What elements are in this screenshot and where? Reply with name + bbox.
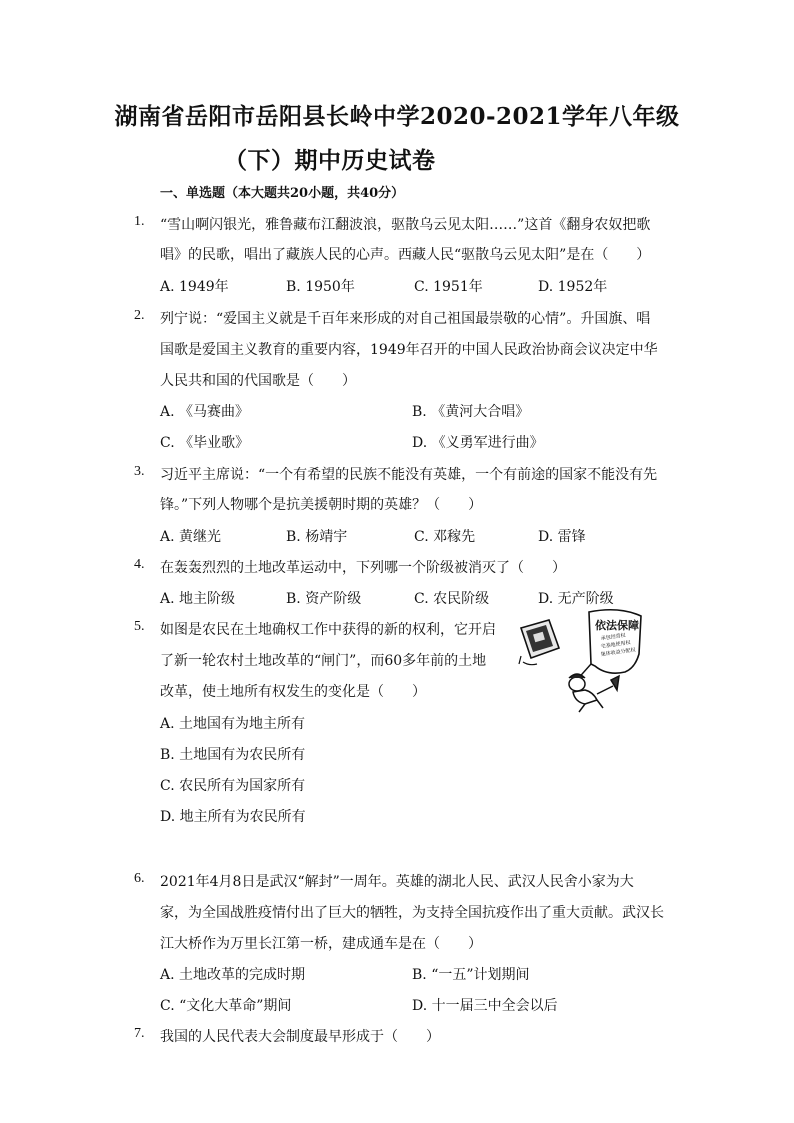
question-text: 在轰轰烈烈的土地改革运动中，下列哪一个阶级被消灭了（ ） bbox=[160, 560, 566, 576]
question-text: 唱》的民歌，唱出了藏族人民的心声。西藏人民“驱散乌云见太阳”是在（ ） bbox=[160, 247, 651, 263]
section-heading: 一、单选题（本大题共20小题，共40分） bbox=[160, 186, 405, 201]
sign-line-3: 集体收益分配权 bbox=[600, 647, 636, 658]
option-a: A. 土地改革的完成时期 bbox=[160, 967, 306, 983]
question-number: 3. bbox=[134, 464, 145, 479]
speech-sign bbox=[575, 610, 641, 682]
option-a: A. 《马赛曲》 bbox=[160, 404, 250, 420]
option-d: D. 1952年 bbox=[538, 279, 608, 295]
option-c: C. 邓稼先 bbox=[414, 529, 476, 545]
question-text: 国歌是爱国主义教育的重要内容，1949年召开的中国人民政治协商会议决定中华 bbox=[160, 342, 658, 358]
question-number: 4. bbox=[134, 557, 145, 572]
option-c: C. 农民所有为国家所有 bbox=[160, 778, 306, 794]
question-number: 1. bbox=[134, 214, 145, 229]
option-c: C. 1951年 bbox=[414, 279, 483, 295]
question-text: 2021年4月8日是武汉“解封”一周年。英雄的湖北人民、武汉人民舍小家为大 bbox=[160, 874, 634, 890]
question-number: 6. bbox=[134, 871, 145, 886]
option-d: D. 十一届三中全会以后 bbox=[412, 998, 558, 1014]
option-d: D. 无产阶级 bbox=[538, 591, 614, 607]
question-number: 2. bbox=[134, 308, 145, 323]
option-d: D. 地主所有为农民所有 bbox=[160, 809, 306, 825]
option-a: A. 黄继光 bbox=[160, 529, 222, 545]
question-text: “雪山啊闪银光，雅鲁藏布江翻波浪，驱散乌云见太阳……”这首《翻身农奴把歌 bbox=[160, 217, 651, 233]
option-b: B. 《黄河大合唱》 bbox=[412, 404, 530, 420]
question-text: 人民共和国的代国歌是（ ） bbox=[160, 373, 356, 389]
farmer-figure-icon bbox=[569, 674, 619, 712]
option-a: A. 1949年 bbox=[160, 279, 229, 295]
option-d: D. 《义勇军进行曲》 bbox=[412, 435, 544, 451]
certificate-book-icon bbox=[519, 620, 559, 665]
exam-title-line2: （下）期中历史试卷 bbox=[224, 147, 436, 174]
exam-title-line1: 湖南省岳阳市岳阳县长岭中学2020-2021学年八年级 bbox=[114, 103, 680, 130]
question-number: 5. bbox=[134, 619, 145, 634]
sign-line-2: 宅基地使用权 bbox=[600, 639, 632, 650]
question-text: 我国的人民代表大会制度最早形成于（ ） bbox=[160, 1029, 440, 1045]
question-text: 如图是农民在土地确权工作中获得的新的权利，它开启 bbox=[160, 622, 496, 638]
question-number: 7. bbox=[134, 1026, 145, 1041]
option-c: C. 农民阶级 bbox=[414, 591, 490, 607]
option-b: B. 1950年 bbox=[286, 279, 355, 295]
land-rights-cartoon-image bbox=[515, 606, 645, 714]
option-b: B. 土地国有为农民所有 bbox=[160, 747, 306, 763]
sign-line-1: 承包经营权 bbox=[600, 632, 627, 642]
question-text: 家，为全国战胜疫情付出了巨大的牺牲，为支持全国抗疫作出了重大贡献。武汉长 bbox=[160, 905, 664, 921]
question-text: 江大桥作为万里长江第一桥，建成通车是在（ ） bbox=[160, 936, 482, 952]
option-a: A. 土地国有为地主所有 bbox=[160, 716, 306, 732]
question-text: 了新一轮农村土地改革的“闸门”，而60多年前的土地 bbox=[160, 653, 487, 669]
question-text: 锋。”下列人物哪个是抗美援朝时期的英雄？（ ） bbox=[160, 497, 483, 513]
question-text: 列宁说：“爱国主义就是千百年来形成的对自己祖国最崇敬的心情”。升国旗、唱 bbox=[160, 311, 651, 327]
option-c: C. “文化大革命”期间 bbox=[160, 998, 292, 1014]
question-text: 习近平主席说：“一个有希望的民族不能没有英雄，一个有前途的国家不能没有先 bbox=[160, 467, 658, 483]
option-b: B. “一五”计划期间 bbox=[412, 967, 530, 983]
option-c: C. 《毕业歌》 bbox=[160, 435, 250, 451]
sign-title: 依法保障 bbox=[595, 619, 639, 632]
option-b: B. 杨靖宇 bbox=[286, 529, 348, 545]
option-b: B. 资产阶级 bbox=[286, 591, 362, 607]
option-a: A. 地主阶级 bbox=[160, 591, 236, 607]
option-d: D. 雷锋 bbox=[538, 529, 586, 545]
question-text: 改革，使土地所有权发生的变化是（ ） bbox=[160, 684, 426, 700]
